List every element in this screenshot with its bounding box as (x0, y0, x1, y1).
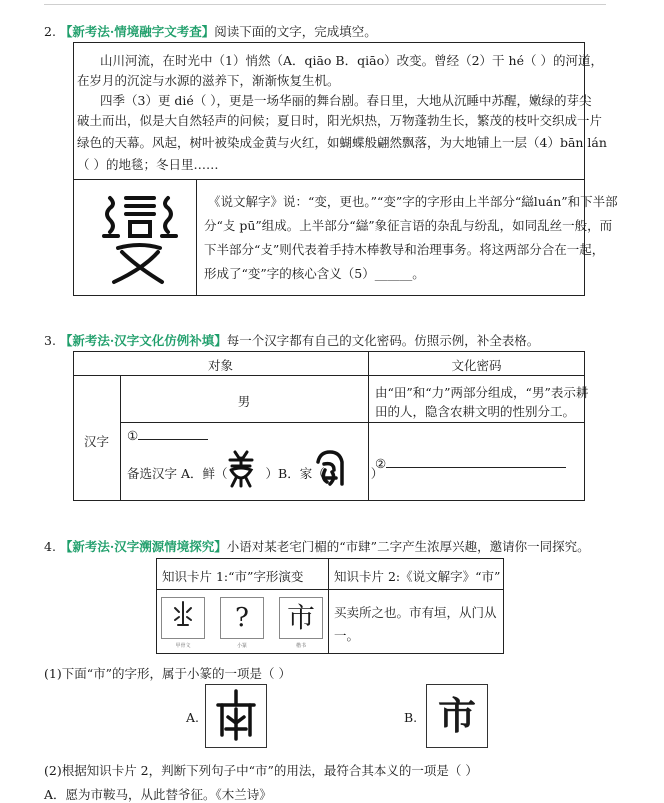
q3-blank2-line (386, 467, 566, 468)
q4-optB-glyph: 市 (437, 694, 476, 738)
q2-tag: 【新考法·情境融字文考查】 (59, 24, 215, 39)
q4-tag: 【新考法·汉字溯源情境探究】 (59, 539, 227, 554)
q3-example-code-line: 田的人，隐含农耕文明的性别分工。 (375, 404, 576, 419)
q2-passage-line: 四季（3）更 dié（ ），更是一场华丽的舞台剧。春日里，大地从沉睡中苏醒，嫩绿的芽尖 (100, 93, 592, 108)
q4-optA-image[interactable] (205, 684, 267, 748)
evolution-label: 小篆 (236, 643, 247, 649)
evolution-seal-image (220, 597, 264, 639)
q2-heading (44, 22, 377, 40)
q2-box-divider (73, 179, 585, 180)
q3-example-code-line: 由“田”和“力”两部分组成，“男”表示耕 (375, 385, 589, 400)
q3-options-mid: ）B．家（ (265, 466, 325, 481)
q3-options-end: ） (370, 466, 384, 481)
q4-card2-text-line: 买卖所之也。市有垣，从门从 (334, 605, 497, 620)
q3-blank2[interactable] (375, 456, 566, 471)
q4-number: 4. (44, 539, 56, 554)
q2-passage-line: 在岁月的沉淀与水源的滋养下，渐渐恢复生机。 (77, 73, 340, 88)
q4-optB-image[interactable] (426, 684, 488, 748)
seal-shi-option-a-icon (206, 685, 266, 747)
evolution-label: 甲骨文 (175, 643, 191, 649)
q3-blank2-marker: ② (375, 456, 387, 471)
q4-optA-label: A. (186, 710, 200, 725)
q4-optB-label: B. (404, 710, 418, 725)
evolution-oracle-image (161, 597, 205, 639)
q3-example-char: 男 (237, 394, 251, 409)
q2-note-line: 分“攴 pū”组成。上半部分“䜌”象征言语的杂乱与纷乱，如同乱丝一般，而 (204, 218, 613, 233)
evolution-kaishu-image (279, 597, 323, 639)
top-rule (44, 4, 606, 5)
ancient-jia-image[interactable] (312, 448, 348, 490)
q2-note-line: 《说文解字》说：“变，更也。”“变”字的字形由上半部分“䜌luán”和下半部 (208, 194, 618, 209)
ancient-xian-image[interactable] (224, 448, 258, 490)
q3-col-object: 对象 (207, 358, 233, 373)
q4-sub1: (1)下面“市”的字形，属于小篆的一项是（ ） (44, 666, 291, 681)
q3-heading (44, 331, 539, 349)
q3-intro: 每一个汉字都有自己的文化密码。仿照示例，补全表格。 (226, 333, 540, 348)
q3-options-prefix: 备选汉字 A．鲜（ (127, 466, 228, 481)
q2-passage-line: 绿色的天幕。风起，树叶被染成金黄与火红，如蝴蝶般翩然飘落，为大地铺上一层（4）bān lán (77, 135, 607, 150)
q4-cards-col-rule (328, 558, 329, 654)
q2-intro: 阅读下面的文字，完成填空。 (214, 24, 377, 39)
q3-header-rule (73, 375, 585, 376)
q4-card2-text-line: 一。 (334, 628, 360, 643)
q2-note-line: 下半部分“攴”则代表着手持木棒教导和治理事务。将这两部分合在一起， (204, 242, 605, 257)
seal-bian-image (100, 192, 180, 288)
q3-col-code: 文化密码 (451, 358, 502, 373)
q4-intro: 小语对某老宅门楣的“市肆”二字产生浓厚兴趣，邀请你一同探究。 (226, 539, 590, 554)
oracle-shi-icon (162, 598, 204, 630)
q2-box-vdivider (196, 179, 197, 296)
q2-passage-line: 山川河流，在时光中（1）悄然（A．qiāo B．qiāo）改变。曾经（2）干 hé（ ）的河道， (100, 53, 603, 68)
q4-cards-rule (156, 589, 504, 590)
q3-row-label: 汉字 (83, 434, 109, 449)
q3-blank1-line (138, 439, 208, 440)
q2-number: 2. (44, 24, 56, 39)
q3-number: 3. (44, 333, 56, 348)
q2-passage-line: （ ）的地毯；冬日里…… (77, 157, 219, 172)
q3-blank1[interactable] (127, 428, 208, 443)
q3-blank1-marker: ① (127, 428, 139, 443)
evolution-kaishu-glyph: 市 (286, 601, 315, 634)
q3-row-rule (120, 422, 585, 423)
q4-card2-title: 知识卡片 2:《说文解字》“市” (334, 569, 501, 584)
q2-note-line: 形成了“变”字的核心含义（5）______。 (204, 266, 425, 281)
q4-sub2: (2)根据知识卡片 2，判断下列句子中“市”的用法，最符合其本义的一项是（ ） (44, 763, 478, 778)
q4-card1-title: 知识卡片 1:“市”字形演变 (162, 569, 304, 584)
q2-passage-line: 破土而出，似是大自然轻声的问候；夏日时，阳光炽热，万物蓬勃生长，繁茂的枝叶交织成一片 (77, 113, 603, 128)
q4-sub2-optA[interactable]: A．愿为市鞍马，从此替爷征。《木兰诗》 (44, 787, 272, 802)
q3-tag: 【新考法·汉字文化仿例补填】 (59, 333, 227, 348)
q4-heading (44, 537, 590, 555)
evolution-label: 楷书 (295, 643, 306, 649)
evolution-question-mark: ? (235, 603, 249, 633)
